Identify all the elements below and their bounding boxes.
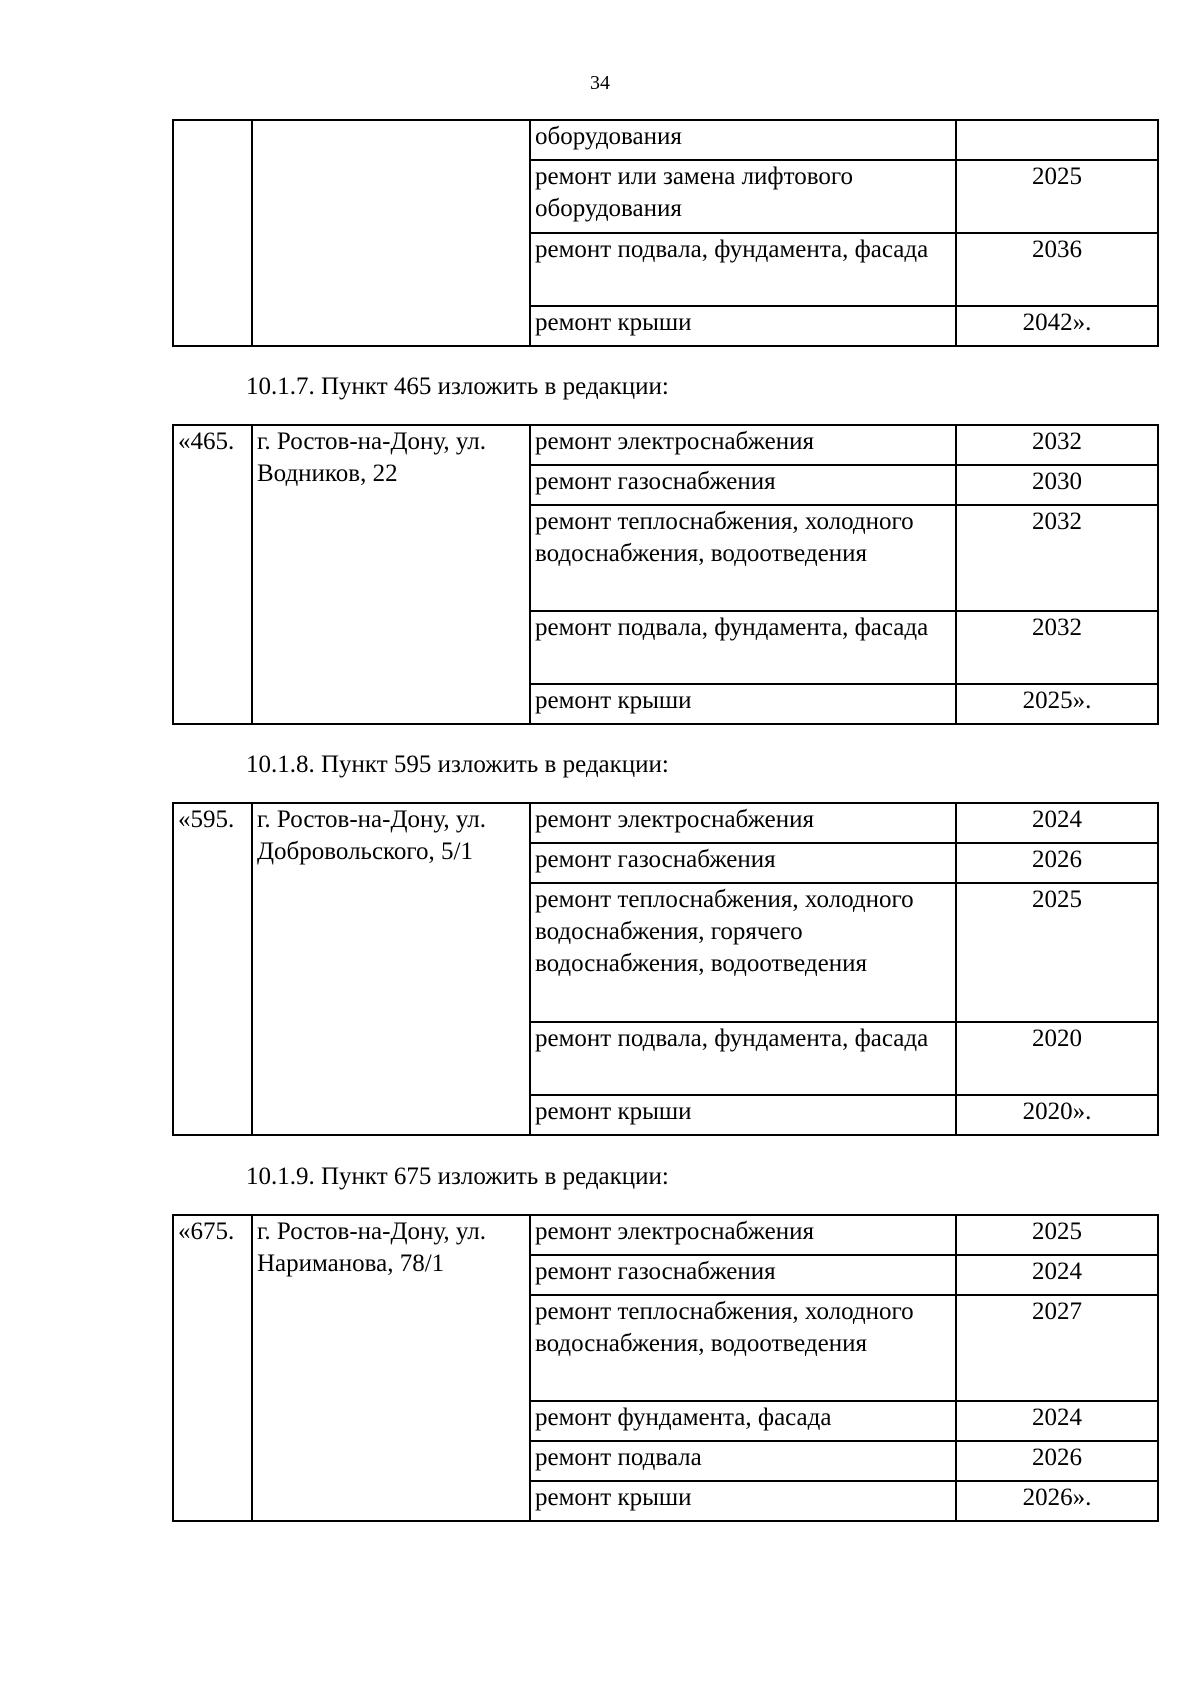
work-cell: ремонт крыши	[530, 1095, 956, 1135]
work-cell: ремонт подвала, фундамента, фасада	[530, 233, 956, 306]
address-cell	[252, 120, 530, 346]
work-cell: ремонт крыши	[530, 306, 956, 346]
year-cell: 2020».	[956, 1095, 1158, 1135]
year-cell: 2032	[956, 611, 1158, 684]
year-cell: 2025	[956, 160, 1158, 233]
table-item-465	[172, 424, 1159, 725]
item-number: «675.	[173, 1215, 252, 1521]
work-cell: ремонт газоснабжения	[530, 843, 956, 883]
item-address: г. Ростов-на-Дону, ул. Водников, 22	[252, 425, 530, 724]
work-cell: ремонт фундамента, фасада	[530, 1401, 956, 1441]
year-cell: 2024	[956, 1255, 1158, 1295]
work-cell: ремонт подвала, фундамента, фасада	[530, 611, 956, 684]
year-cell: 2024	[956, 803, 1158, 843]
section-caption: 10.1.9. Пункт 675 изложить в редакции:	[246, 1163, 669, 1190]
page-number: 34	[590, 72, 610, 94]
work-cell: ремонт газоснабжения	[530, 465, 956, 505]
section-caption: 10.1.8. Пункт 595 изложить в редакции:	[246, 751, 669, 778]
number-cell	[173, 120, 252, 346]
year-cell: 2020	[956, 1022, 1158, 1095]
work-cell: ремонт теплоснабжения, холодного водоснабжения, горячего водоснабжения, водоотведения	[530, 883, 956, 1022]
year-cell: 2025».	[956, 684, 1158, 724]
work-cell: ремонт электроснабжения	[530, 1215, 956, 1255]
year-cell: 2025	[956, 1215, 1158, 1255]
year-cell: 2025	[956, 883, 1158, 1022]
year-cell: 2042».	[956, 306, 1158, 346]
work-cell: оборудования	[530, 120, 956, 160]
section-caption: 10.1.7. Пункт 465 изложить в редакции:	[246, 373, 669, 400]
year-cell: 2027	[956, 1295, 1158, 1401]
work-cell: ремонт или замена лифтового оборудования	[530, 160, 956, 233]
item-address: г. Ростов-на-Дону, ул. Добровольского, 5/1	[252, 803, 530, 1135]
item-address: г. Ростов-на-Дону, ул. Нариманова, 78/1	[252, 1215, 530, 1521]
work-cell: ремонт теплоснабжения, холодного водоснабжения, водоотведения	[530, 505, 956, 611]
work-cell: ремонт электроснабжения	[530, 803, 956, 843]
table-continued	[172, 119, 1159, 347]
year-cell	[956, 120, 1158, 160]
table-row	[173, 803, 1158, 843]
table-row	[173, 1215, 1158, 1255]
table-item-595	[172, 802, 1159, 1136]
year-cell: 2030	[956, 465, 1158, 505]
year-cell: 2032	[956, 425, 1158, 465]
table-item-675	[172, 1214, 1159, 1522]
work-cell: ремонт газоснабжения	[530, 1255, 956, 1295]
work-cell: ремонт крыши	[530, 1481, 956, 1521]
item-number: «465.	[173, 425, 252, 724]
work-cell: ремонт электроснабжения	[530, 425, 956, 465]
table-row	[173, 120, 1158, 160]
work-cell: ремонт подвала	[530, 1441, 956, 1481]
work-cell: ремонт подвала, фундамента, фасада	[530, 1022, 956, 1095]
work-cell: ремонт теплоснабжения, холодного водоснабжения, водоотведения	[530, 1295, 956, 1401]
work-cell: ремонт крыши	[530, 684, 956, 724]
year-cell: 2026	[956, 843, 1158, 883]
year-cell: 2024	[956, 1401, 1158, 1441]
year-cell: 2032	[956, 505, 1158, 611]
year-cell: 2036	[956, 233, 1158, 306]
year-cell: 2026».	[956, 1481, 1158, 1521]
year-cell: 2026	[956, 1441, 1158, 1481]
item-number: «595.	[173, 803, 252, 1135]
table-row	[173, 425, 1158, 465]
